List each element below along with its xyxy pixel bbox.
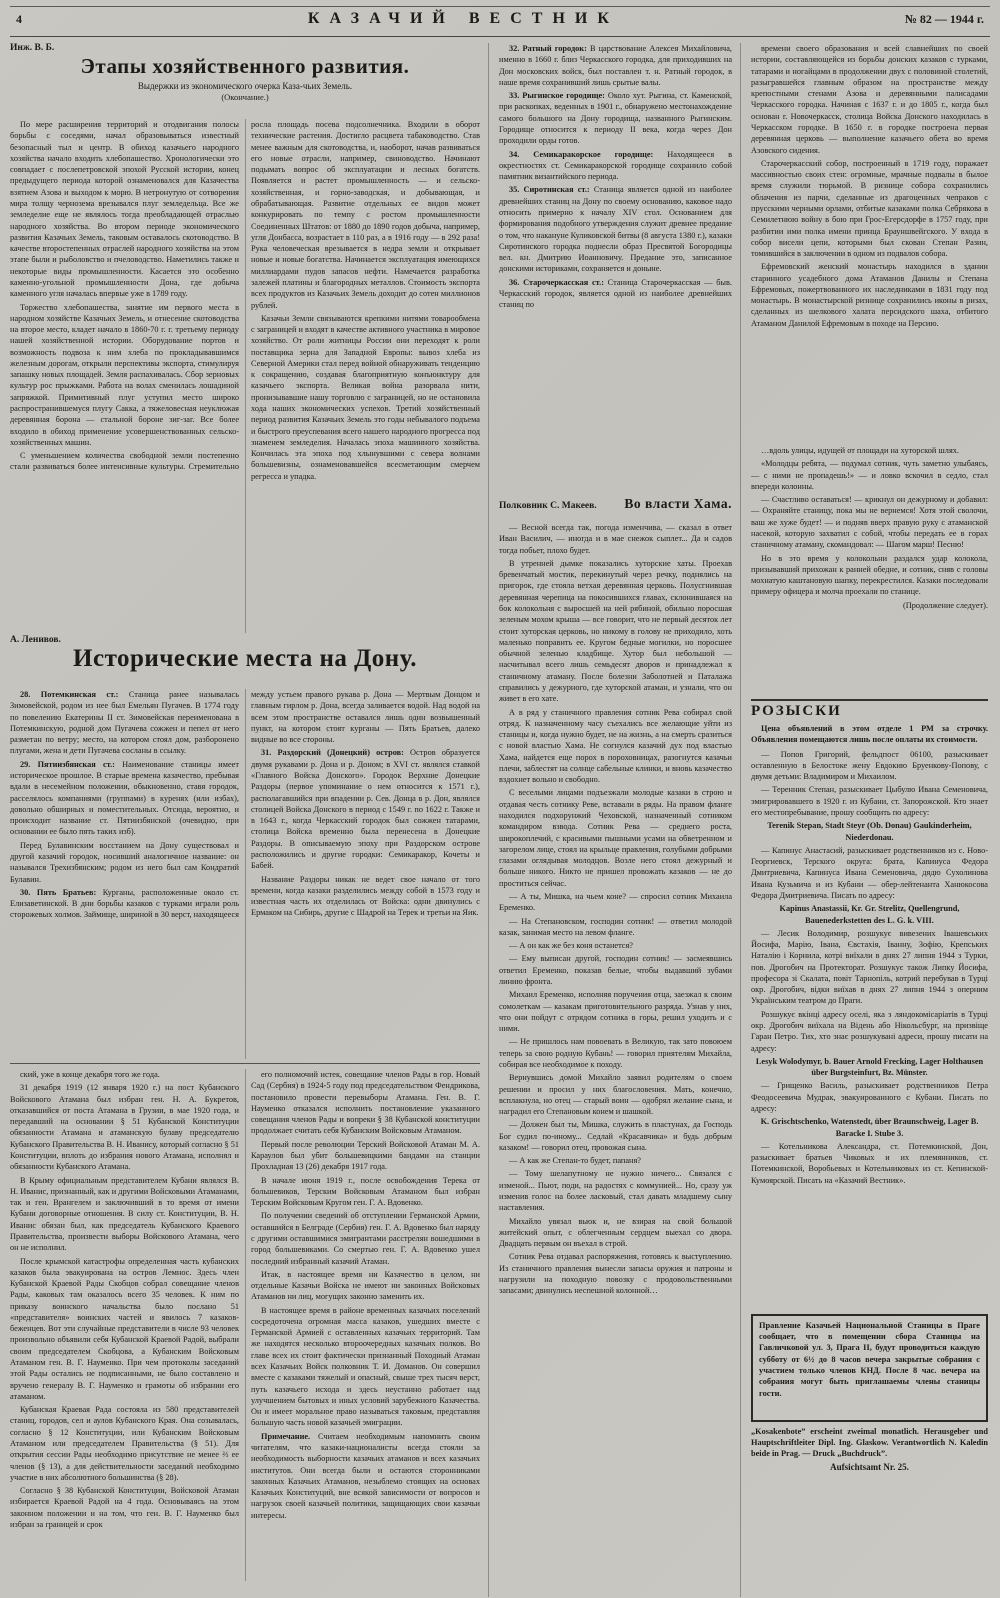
- aufsichtsamt-note: Aufsichtsamt Nr. 25.: [830, 1462, 909, 1473]
- paragraph: Итак, в настоящее время ни Казачество в целом, ни отдельные Казачьи Войска не имеют ни законных Войсковых Атаманов ни лиц, могущих законно заменить их.: [251, 1269, 480, 1302]
- paragraph: времени своего образования и всей славнейших по своей истории, составляющейся из борьбы донских казаков с турками, татарами и ногайцами в продолжении двух с половиной столетий, разыгравшейся главным образом на пространстве между крепостными стенами Азова и деревянными палисадами Черкасского городка. Начиная с 1637 г. и до 1805 г., когда был основан г. Новочеркасск, столица Войска Донского находилась в Черкасском городке. В 1650 г. в городке построена первая деревянная церковь — выполнение казачьего обета во время Азовского сидения.: [751, 44, 988, 155]
- paragraph: В начале июня 1919 г., после освобождения Терека от большевиков, Терским Войсковым Атаманом был избран Терским Войсковым Кругом ген. Г. А. Вдовенко.: [251, 1175, 480, 1208]
- paragraph: — Котельникова Александра, ст. Потемкинской, Дон, разыскивает братьев Чиковых и их племянников, ст. Потемкинской, Воробьевых и Котельниковых из ст. Кепинской-Кумоярской. Писать на «Казачий Вестник».: [751, 1141, 988, 1185]
- paragraph: Terenik Stepan, Stadt Steyr (Ob. Donau) Gaukinderheim, Niederdonau.: [767, 821, 972, 842]
- paragraph: — На Степановском, господин сотник! — ответил молодой казак, занимая место на левом фланге.: [499, 916, 732, 937]
- paragraph: Казачьи Земли связываются крепкими нитями товарообмена с заграницей и входят в качестве активного участника в мировое хозяйство. От роли житницы России они переходят к роли поставщика зерна для Западной Европы: вывоз хлеба из Северной Америки стал перед войной обнаруживать тенденцию к сокращению, создавая благоприятную конъюнктуру для казачьего экспорта. Великая война разорвала нити, пронизывавшие нашу торговлю с заграницей, но не остановила хода наших экономических успехов. Третий хозяйственный период развития Казачьих Земель это годы небывалого подъема и быстрого преуспевания всего нашего народного прогресса под знаменем земледелия. Началась эпоха машинного хозяйства. Кончилась эта эпоха под хлынувшими с севера волнами большевизны, ознаменовавшейся всесметающим смерчем регресса и упадка.: [251, 313, 480, 481]
- article-hama-title: Во власти Хама.: [624, 496, 732, 511]
- paragraph: В настоящее время в районе временных казачьих поселений сосредоточена огромная масса казаков, ушедших вместе с Германской Армией с оставленных казачьих территорий. Там же находятся несколько второочередных казачьих полков. Во главе всех их стоит фактически признанный Походный Атаман всех Казачьих Войск полковник Т. И. Доманов. Он совершил вместе с казаками тяжелый и опасный, свыше трех тысяч верст, путь казачьего исхода и здесь неустанно работает над улучшением бытовых и иных условий зарубежного Казачества. Он и имеет моральное право называться таковым, представляя большую часть новой казачьей эмиграции.: [251, 1305, 480, 1428]
- paragraph: — Ему выписан другой, господин сотник! — засмеявшись ответил Еременко, показав белые, чтобы выдавший зубами линию фронта.: [499, 954, 732, 986]
- article-etapy-header: [10, 43, 480, 119]
- paragraph: Kapinus Anastassii, Kr. Gr. Strelitz, Quellengrund, Bauenederkstetten des L. G. k. VIII.: [779, 904, 960, 925]
- paragraph: ский, уже в конце декабря того же года.: [20, 1070, 160, 1079]
- paragraph: Lesyk Wolodymyr, b. Bauer Arnold Frecking, Lager Holthausen über Burgsteinfurt, Bz. Münster.: [755, 1056, 984, 1078]
- paragraph: — Не пришлось нам повоевать в Великую, так зато повоюем теперь за свою родную Кубань! — говорил приятелям Михайла, собирая все необходимое к походу.: [499, 1037, 732, 1069]
- paragraph: 31. Раздорский (Донецкий) остров: Остров образуется двумя рукавами р. Дона и р. Доном; в XVI ст. являлся ставкой «Главного Войска Донского». Городок Верхние Донецкие Раздоры (первое упоминание о нем относится к 1571 г.), располагавшийся при впадении р. Сев. Донца в р. Дон, являлся столицей Войска Донского в период с 1549 г. по 1622 г. Также и в 1643 г., когда Черкасский городок был сожжен татарами, столица Войска временно была перенесена в Донецкие Раздоры. В описываемую эпоху при Раздорском острове расположились и другие городки: Семикаракор, Кочеты и Бабей.: [251, 748, 480, 871]
- paragraph: С веселыми лицами подъезжали молодые казаки в строю и отдавая честь сотнику Реве, вставали в ряды. На правом фланге находился подхорунжий Чеховской, назначенный сотником командиром взвода. Сотник Рева — среднего роста, широкоплечий, с красивыми пышными усами на обветренном и загорелом лице, стоял на крыльце правления, голубыми добрыми глазами оглядывая молодцов. Возле него стоял дежурный и больше никого. Никто не пришел провожать казаков — не до проститься сейчас.: [499, 788, 732, 888]
- paragraph: 28. Потемкинская ст.: Станица ранее называлась Зимовейской, родом из нее был Емельян Пугачев. В 1774 году по повелению Екатерины II ст. Зимовейская переименована в Потемкинскую, родной дом Пугачева сожжен и пепел от него разметан по ветру; место, на котором стоял дом, разборонено плугами, жена и дети Пугачева сосланы в ссылку.: [10, 690, 239, 756]
- section-divider: [10, 1063, 480, 1064]
- paragraph: K. Grischtschenko, Watenstedt, über Braunschweig, Lager B. Baracke I. Stube 3.: [760, 1117, 979, 1138]
- pravlenie-notice-box: Правление Казачьей Национальной Станицы в Праге сообщает, что в помещении сбора Станицы на Гавличковой ул. 3, Прага II, будут проводиться каждую субботу от 6½ до 8 часов вечера закрытые собрания с участием только членов КНД. После 8 час. вечера на собрания могут быть приглашаемы члены станицы гости.: [751, 1314, 988, 1422]
- left-double-column: [10, 43, 480, 1597]
- column-four: [740, 43, 990, 1597]
- paragraph: …вдоль улицы, идущей от площади на хуторской шлях.: [761, 446, 959, 455]
- article-kuban-body: [10, 1069, 480, 1581]
- paragraph: По получении сведений об отступлении Германской Армии, оставшийся в Белграде (Сербия) ген. Г. А. Вдовенко был наряду с другими оставшимися эмигрантами расстрелян вошедшими в город большевиками. Со смертью ген. Г. А. Вдовенко ушел последний избранный казачий Атаман.: [251, 1211, 480, 1266]
- paragraph: Название Раздоры никак не ведет свое начало от того времени, когда казаки разделились между собой в 1573 году и известная часть их отделилась от Войска: одни двинулись с Ермаком на Сибирь, другие с Шадрой на Терек и третьи на Яик.: [251, 874, 480, 918]
- paragraph: — Должен был ты, Мишка, служить в пластунах, да Господь Бог судил по-иному... Седлай «Красавчика» и будь добрым казаком! — говорил отец, провожая сына.: [499, 1120, 732, 1152]
- paragraph: 31 декабря 1919 (12 января 1920 г.) на пост Кубанского Войскового Атамана был избран ген. Н. А. Букретов, отказавшийся от поста Атамана в Грузии, в мае 1920 года, и передавший на основании § 51 Кубанской Конституции обязанности Атамана и атаманскую булаву председателю Кубанского Правительства В. Н. Иванису, который согласно § 51 Конституции, вплоть до избрания нового Атамана, исполнял и обязанности Кубанского Атамана.: [10, 1083, 239, 1172]
- rozyski-intro: Цена объявлений в этом отделе 1 РМ за строчку. Объявления помещаются лишь после оплаты их стоимости.: [751, 724, 988, 745]
- article-mesta-byline: А. Ленивов.: [10, 635, 61, 645]
- paragraph: Михаил Еременко, исполняя поручения отца, заезжал к своим сомолеткам — казакам приготовительного разряда. Узнав у них, что они пойдут с отрядом сотника в горы, решил уходить и с ними.: [499, 990, 732, 1034]
- paragraph: В Крыму официальным представителем Кубани являлся В. Н. Иванис, признанный, как и другими Войсковыми Атаманами, так и ген. Врангелем и заключивший в то время от имени Кубани договорные отношения. В силу ст. Конституции, В. Н. Иванис обязан был, как председатель Кубанского Краевого Правительства, произвести выборы Войскового Атамана, чего он не исполнил.: [10, 1175, 239, 1253]
- paragraph: 33. Рыгинское городище: Около хут. Рыгина, ст. Каменской, при раскопках, веденных в 1901 г., обнаружено местонахождение самого большого на Дону городища, названного Рыгинским. Городище относится к периоду II века, когда через Дон проходили орды готов.: [499, 91, 732, 146]
- paragraph: — Весной всегда так, погода изменчива, — сказал в ответ Иван Василич, — иногда и в мае снежок сыплет... Да и садов тогда побьет, плохо будет.: [499, 523, 732, 555]
- paragraph: 34. Семикаракорское городище: Находящееся в окрестностях ст. Семикаракорской городище сохранило собой памятник византийского периода.: [499, 149, 732, 182]
- paragraph: — Капинус Анастасий, разыскивает родственников из с. Ново-Георгиевск, Терского округа: брата, Капинуса Федора Дмитриевича, Капинуса Ивана Семеновича, дядю Сухолинова Ивана Кузьмича и из Кубани — обер-лейтенанта Ханюкосова Федора Дмитриевича. Писать по адресу:: [751, 845, 988, 900]
- paragraph: 30. Пять Братьев: Курганы, расположенные около ст. Елизаветинской. В дни борьбы казаков с турками играли роль сторожевых холмов. Займище, шириной в 30 верст, находящееся между устьем правого рукава р. Дона — Мертвым Донцом и главным гирлом р. Дона, всегда заливается водой. Над водой на всем этом пространстве оставался лишь один возвышенный пункт, на котором стоят курганы — Пять Братьев, далеко видные во все стороны.: [10, 690, 480, 920]
- paragraph: Михайло увязал вьюк и, не взирая на свой большой житейский опыт, с облегченным сердцем выехал со двора. Двадцать первым он въехал в строй.: [499, 1216, 732, 1249]
- article-hama-body: [499, 522, 732, 1578]
- paragraph: (Продолжение следует).: [903, 600, 988, 610]
- paragraph: Розшукує вкінці адресу оселі, яка з ляндокомісаріатів в Турці окр. Дрогобич виїхала на Відень або Нікольсбург, на призвіще Гаран Петро. Тих, хто знає розшукувані адреси, прошу писати на адресу:: [751, 1009, 988, 1053]
- paragraph: — Счастливо оставаться! — крикнул он дежурному и добавил: — Охраняйте станицу, пока мы не вернемся! Хотя этой сволочи, ваш же хуже будет! — и подняв вверх правую руку с атаманской насекой, которую захватил с собой, чтобы передать ее в горах станичному атаману, скомандовал: — Шагом марш! Песню!: [751, 495, 988, 550]
- article-hama-byline: Полковник С. Макеев.: [499, 501, 597, 511]
- paragraph: После крымской катастрофы определенная часть кубанских казаков была эвакуирована на остров Лемнос. Здесь член Кубанской Краевой Рады Скобцов собрал совещание членов Рады, каковых там оказалось всего 35 человек. К ним по приказу воинского начальства было послано 51 «представителя» воинских частей и явилось 7 казаков-беженцев. Вот эти случайные представители в числе 93 человек произвольно объявили себя Кубанской Краевой Радой, выбрали своим председателем Скобцова, а Кубанским Войсковым Атаманом ген. В. Г. Науменко. При чем протоколы заседаний этой Рады остались не подписанными, не было составлено и вручено генералу В. Г. Науменко и грамоты об избрании его атаманом.: [10, 1256, 239, 1401]
- article-etapy-byline: Инж. В. Б.: [10, 43, 55, 53]
- paragraph: Старочеркасский собор, построенный в 1719 году, поражает массивностью своих стен: огромные, мрачные подвалы в былое время служили тюрьмой. В ризнице собора сохранились облачения из парчи, сделанные из драгоценных чепраков с прусскими черными орлами, отбитые казаками полка Себрякова в Семилетнюю войну в бою при Грос-Егерсдорфе в 1757 году, при разбитии ими полка имени принца Брауншвейгского. У входа в собор висели цепи, которыми был скован Степан Разин, томившийся в заключении в одном из подвалов собора.: [751, 158, 988, 259]
- paragraph: — Теренник Степан, разыскивает Цыбулю Ивана Семеновича, эмигрировавшего в 1920 г. из Кубани, ст. Запорожской. Кто знает его местопребывание, прошу сообщить по адресу:: [751, 785, 988, 817]
- paragraph: — А как же Степан-то будет, папаня?: [509, 1156, 641, 1166]
- imprint-text: „Kosakenbote” erscheint zweimal monatlich. Herausgeber und Hauptschriftleiter Dipl. Ing. Glaskow. Verantwortlich N. Kaledin beide in Prag. — Druck „Buchdruck”.: [751, 1426, 988, 1458]
- paragraph: Ефремовский женский монастырь находился в здании старинного усадебного дома Атаманов Данилы и Степана Ефремовых, пожертвованного их наследниками в 1831 году под монастырь. В монастырской ризнице сохранились иконы в ризах, сделанных из шелкового халата персидского шаха, отбитого Атаманом Данилой Ефремовым в походе на Персию.: [751, 262, 988, 328]
- article-etapy-title: Этапы хозяйственного развития.: [80, 54, 410, 78]
- rozyski-title: РОЗЫСКИ: [751, 703, 842, 719]
- article-hama-header: [499, 496, 732, 518]
- page-body: [10, 43, 990, 1597]
- paragraph: Торжество хлебопашества, занятие им первого места в народном хозяйстве Казачьих Земель, и отнесение скотоводства на второе место, кладет начало в 1860-70 г. г. третьему периоду нашей хозяйственной истории. Оборудование портов и возможность подвоза к ним хлеба по прокладывавшимся железным дорогам, открыли перспективы экспорта, стимулируя запашку новых площадей. Земля распахивалась. Сбор зерновых культур рос прыжками. Работа на волах сменилась лошадиной запряжкой. Примитивный плуг уступил место широко распространившемуся плугу Сакка, а тяжеловесная неуклюжая деревянная борона — стальной бороне зиг-заг. Все более входило в обиход применение усовершенствованных сельско-хозяйственных машин.: [10, 302, 239, 447]
- article-sobor-body: [751, 43, 988, 445]
- rozyski-section: [751, 699, 988, 1309]
- paragraph: 36. Старочеркасская ст.: Станица Старочеркасская — быв. Черкасский городок, является одной из наиболее древнейших станиц по: [499, 277, 732, 310]
- paragraph: Сотник Рева отдавал распоряжения, готовясь к выступлению. Из станичного правления вынесли запасы оружия и патроны и нагрузили на походную повозку с продовольственными запасами; двинулись неспешной колонной…: [499, 1252, 732, 1296]
- article-etapy-subtitle: Выдержки из экономического очерка Каза-чьих Земель.: [137, 81, 353, 91]
- masthead-title: КАЗАЧИЙ ВЕСТНИК: [307, 10, 619, 27]
- paragraph: Но в это время у колокольни раздался удар колокола, призывавший прихожан к ранней обедне, и сотник, сняв с головы мохнатую каштановую шапку, перекрестился. Казаки последовали примеру офицера и молча проехали по станице.: [751, 553, 988, 597]
- paragraph: — А он как же без коня останется?: [509, 941, 633, 951]
- paragraph: 32. Ратный городок: В царствование Алексея Михайловича, именно в 1660 г. близ Черкасского городка, для приходивших на Дон московских войск, был поставлен т. н. Ратный городок, в наше время сохранивший лишь срытые валы.: [499, 44, 732, 87]
- issue-number: № 82 — 1944 г.: [904, 12, 984, 26]
- paragraph: 29. Пятиизбянская ст.: Наименование станицы имеет историческое прошлое. В старые времена казачество, пребывая вдали в несемейном положении, обыкновенно, ставя городок, расселялось компаниями (группами) в куренях (или избах), довольно обширных и поместительных. Отсюда, вероятно, и происходит название ст. Пятиизбянской (очевидно, при основании ее было пять таких изб).: [10, 759, 239, 837]
- paragraph: — Тому шелапутному не нужно ничего... Связался с изменой... Пьют, поди, на радостях с коммунией... Но, сразу уж изменив голос на более ласковый, стал давать младшему сыну наставления.: [499, 1169, 732, 1213]
- paragraph: А в ряд у станичного правления сотник Рева собирал свой отряд. К назначенному часу съехались все желающие уйти из станицы и, когда нужно будет, не на жизнь, а на смерть сразиться с новой властью Хама. Не согнулся казачий дух под властью Хама, найдется еще порох в пороховницах, разогнутся казачьи плечи, заблестят на солнце сабельные клинки, и вновь казачество вздохнет вольно и свободно.: [499, 707, 732, 785]
- paragraph: — Попов Григорий, фельдпост 06100, разыскивает оставленную в Белостоке жену Евдокию Бруенкову-Попову, с двумя детьми: Владимиром и Михаилом.: [751, 749, 988, 782]
- article-etapy-note: (Окончание.): [221, 92, 269, 102]
- paragraph: — Грищенко Василь, разыскивает родственников Петра Феодосеевича Мудрак, эвакуированного с Кубани. Писать по адресу:: [751, 1081, 988, 1113]
- article-mesta-title: Исторические места на Дону.: [73, 645, 417, 672]
- paragraph: Вернувшись домой Михайло заявил родителям о своем решении и просил у них благословения. Мать, конечно, всплакнула, но отец — старый воин — одобрял желание сына, и наградил его Степановым конем и шашкой.: [499, 1073, 732, 1117]
- column-three: [488, 43, 740, 1597]
- article-mesta-header: [10, 633, 480, 689]
- paragraph: Согласно § 38 Кубанской Конституции, Войсковой Атаман избирается Краевой Радой на 4 года. Основываясь на этом законном положении и на том, что ген. В. Г. Науменко был избран за границей и срок: [10, 1486, 239, 1529]
- paragraph: — А ты, Мишка, на чьем коне? — спросил сотник Михаила Еременко.: [499, 892, 732, 913]
- page-header: [10, 6, 990, 37]
- paragraph: «Молодцы ребята, — подумал сотник, чуть заметно улыбаясь, — с ними не пропадешь!» — и ловко вскочил в седло, стал впереди колонны.: [751, 459, 988, 491]
- paragraph: С уменьшением количества свободной земли постепенно стали развиваться более интенсивные культуры. Стремительно росла площадь посева подсолнечника. Входили в оборот технические растения. Достигло расцвета табаководство. Став менее важным для скотоводства, и, наоборот, начав развиваться его новые отрасли, например, свиноводство. Начинают подымать вопрос об эксплуатации и лесных богатств. Появляется и растет промышленность — и сельско-хозяйственная, и горно-заводская, и добывающая, и обрабатывающая. Развитие отдельных ее видов может конкурировать по темпу с ростом промышленности Соединенных Штатов: от 1880 до 1890 годов добыча, например, угля Донбасса, возрастает в 110 раз, а в 1916 году — в 292 раза! Рука человеческая врезывается в недра земли и открывает новые и новые богатства. Начинается эксплуатация имеющихся миллиардами пудов запасов нефти. Намечается разработка залежей платины и благородных металлов. Стоимость экспорта всех продуктов из Казачьих Земель доходит до сотен миллионов рублей.: [10, 120, 480, 472]
- paragraph: В утренней дымке показались хуторские хаты. Проехав бревенчатый мостик, перекинутый через речку, поднялись на пригорок, где стояла ветхая деревянная церковь. Полусгнившая деревянная черепица на покосившихся главах, склонившаяся на бок колокольня с выросшей на ней рябиной, обильно поросшая зеленым мохом крыша — все говорит, что не первый десяток лет стоит хуторская церковь, но никому в голову не приходило, хоть маленько поправить ее. Кругом бедные могилки, но поросшее обычной зеленью кладбище. Хутор был небольшой — насчитывал всего лишь семьдесят дворов и принадлежал к станичному атаману. После болезни Заболотней и Паталажа справились у дежурного, где хуторской атаман, и узнали, что он живет в его хате.: [499, 558, 732, 704]
- page-number: 4: [16, 12, 22, 26]
- article-mesta-continuation: [499, 43, 732, 493]
- article-mesta-body: [10, 689, 480, 1059]
- paragraph: Перед Булавинским восстанием на Дону существовал и другой казачий городок, носивший аналогичное название: он назывался Трехизбянским; родом из него был сам Кондратий Булавин.: [10, 840, 239, 884]
- article-etapy-body: [10, 119, 480, 633]
- rozyski-ads: [751, 749, 988, 1309]
- paragraph: 35. Сиротинская ст.: Станица является одной из наиболее древнейших станиц на Дону по своему основанию, каковое надо относить примерно к началу XIV стол. Основанием для формирования подобного утверждения служит древнее предание о том, что накануне Куликовской битвы (8 августа 1380 г.), казаки Сиротинского городка поднесли образ Пресвятой Богородицы вел. кн. Дмитрию Иоанновичу. Предание это, записанное донскими историками, сохраняется и доныне.: [499, 185, 732, 274]
- paragraph: — Лесик Володимир, розшукує вивезених Івашевських Йосифа, Марію, Івана, Євстахія, Іванну, Зофію, Крепських Наталію і Корнила, котрі виїхали в днях 27 липня 1944 з Турки, пов. Дрогобич на Протекторат. Розшукує також Липку Йосифа, професора зі Скалата, повіт Тарнопіль, котрий перебував в Турці окр. Дрогобич, відки виїхав в днях 27 липня 1944 з оперним Українським театром до Праги.: [751, 928, 988, 1006]
- paragraph: Первый после революции Терский Войсковой Атаман М. А. Караулов был убит большевицкими бандами на станции Прохладная 13 (26) декабря 1917 года.: [251, 1139, 480, 1172]
- paragraph: Примечание. Считаем необходимым напомнить своим читателям, что казаки-националисты всегда стояли за необходимость выборности казачьих атаманов и всех казачьих институтов. Они всегда были и остаются сторонниками законных Казачьих Атаманов, незыблемо стоящих на основах Казачьих Конституций, вне всякой зависимости от вопросов и нагрузок своей казачьей политики, защищающих свои казачьи интересы.: [251, 1431, 480, 1520]
- paragraph: По мере расширения территорий и отодвигания полосы борьбы с соседями, начал образовываться известный безопасный тыл и центр. В обиход казачьего народного хозяйства начало входить хлебопашество. Хронологически это совпадает с послепетровской эпохой Русской истории, конец предыдущего периода которой ознаменовался для Казачества взятием Азова и выходом к морю. В нетронутую от сотворения мира толщу чернозема врезывался плуг земледельца. Все же земледелие еще не являлось тогда преобладающей отраслью народного хозяйства. Во втором периоде экономического развития Казачьих Земель, таковым оставалось скотоводство. В качестве второстепенных отраслей народного хозяйства на этом этапе были и рыболовство и пчеловодство. Наметились также и некоторые виды промышленности. Касается это особенно каменно-угольной промышленности Дона, где добыча каменного угля началась впервые уже в 1789 году.: [10, 120, 239, 299]
- article-hama-continuation: [751, 445, 988, 695]
- paragraph: его полномочий истек, совещание членов Рады в гор. Новый Сад (Сербия) в 1924-5 году под председательством Фендрикова, постановило провести перевыборы Атамана. Ген. В. Г. Науменко отказался исполнить постановление указанного совещания членов Рады и вопреки § 38 Кубанской конституции продолжает считать себя Кубанским Войсковым Атаманом.: [251, 1070, 480, 1136]
- paragraph: Кубанская Краевая Рада состояла из 580 представителей станиц, городов, сел и аулов Кубанского Края. Она созывалась, согласно § 12 Конституции, или Кубанским Войсковым Атаманом или председателем Правительства (§ 51). Для открытия сессии Рады необходимо присутствие не менее ⅔ ее членов (§ 13), а для действительности заседаний необходимо участие в них абсолютного большинства (§ 28).: [10, 1405, 239, 1482]
